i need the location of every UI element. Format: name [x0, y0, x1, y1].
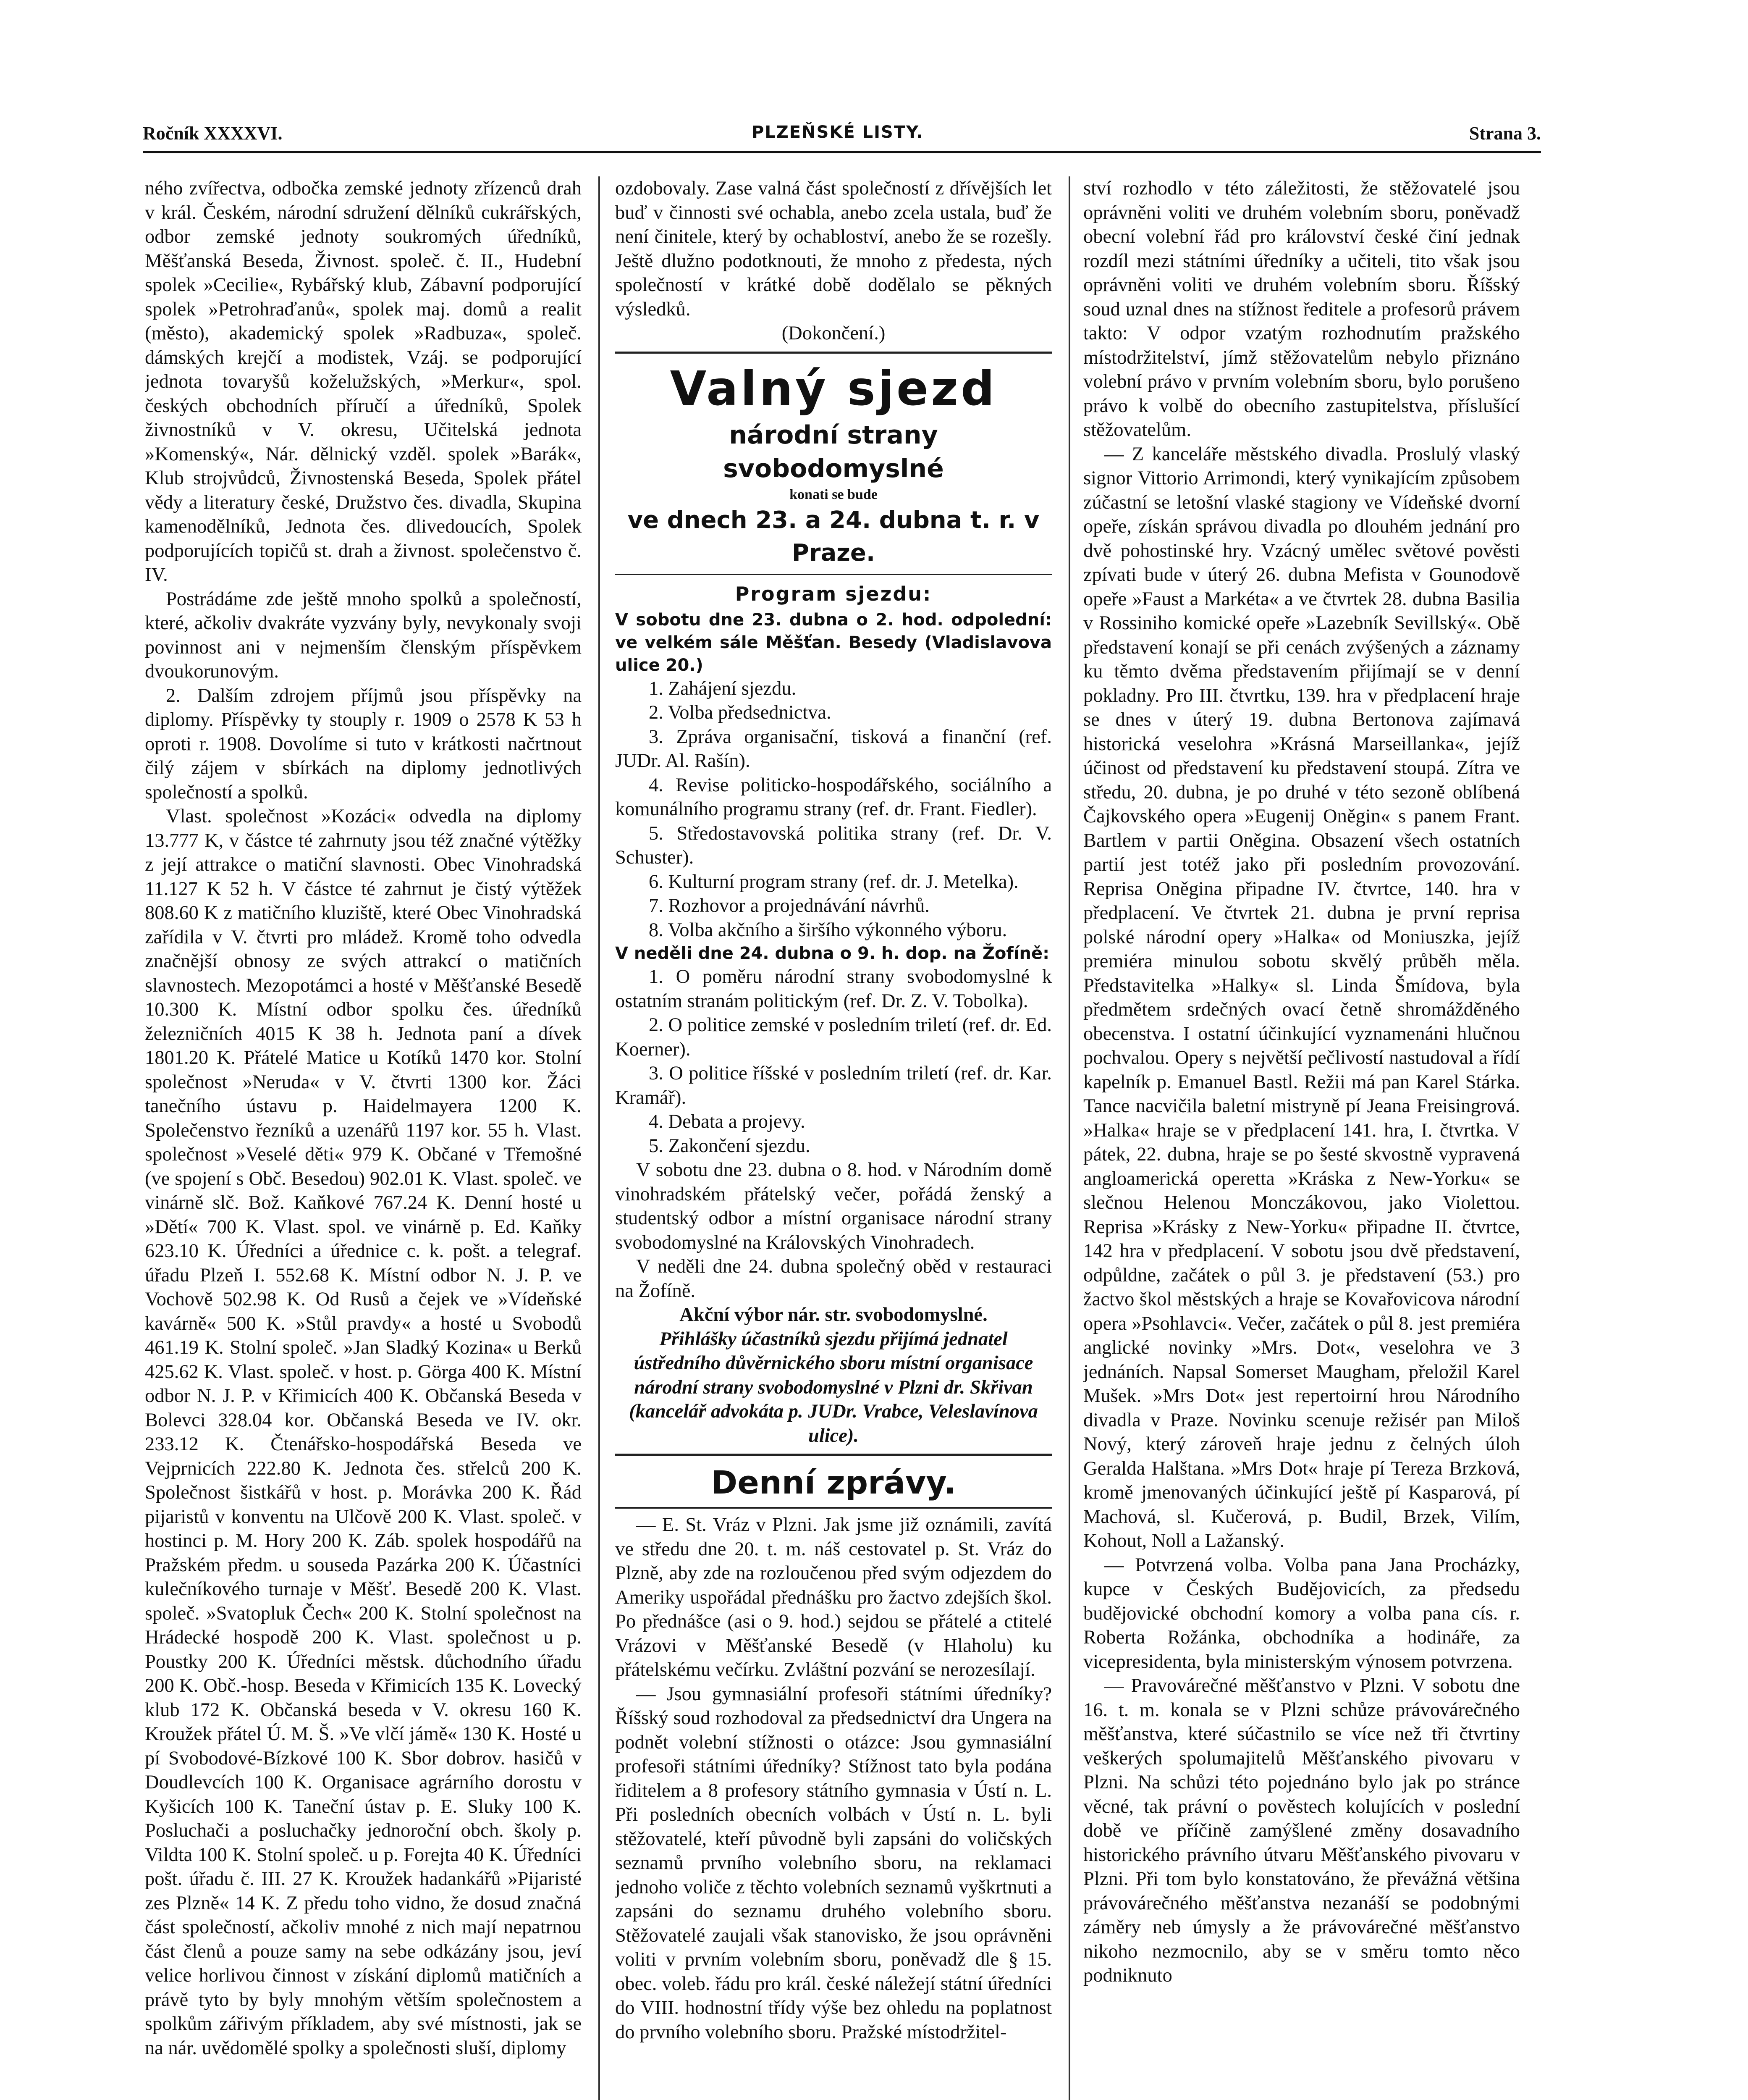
program-item: 8. Volba akčního a širšího výkonného výboru. [649, 919, 1007, 941]
program-item: 4. Debata a projevy. [649, 1111, 805, 1132]
signoff: Akční výbor nár. str. svobodomyslné. [679, 1304, 988, 1326]
saturday-note: V sobotu dne 23. dubna o 8. hod. v Národním domě vinohradském přátelský večer, pořádá ženský a studentský odbor a místní organisace národní strany svobodomyslné na Královských Vinohradech. [615, 1159, 1052, 1253]
program-item: 1. O poměru národní strany svobodomyslné k ostatním stranám politickým (ref. Dr. Z. V. Tobolka). [615, 966, 1052, 1012]
program-item: 6. Kulturní program strany (ref. dr. J. Metelka). [649, 871, 1019, 892]
program-item: 2. Volba předsednictva. [649, 702, 831, 723]
page-header [143, 118, 1541, 153]
column-1 [145, 176, 582, 2100]
paragraph: Postrádáme zde ještě mnoho spolků a společností, které, ačkoliv dvakráte vyzvány byly, nevykonaly svoji povinnost ani v nejmenším členským příspěvkem dvoukorunovým. [145, 588, 582, 682]
column-2 [615, 176, 1052, 2100]
announcement-title: Valný sjezd [670, 361, 997, 416]
paragraph: ozdobovaly. Zase valná část společností z dřívějších let buď v činnosti své ochabla, anebo zcela ustala, buď že není činitele, který by ochabloství, anebo že se rozešly. Ještě dlužno podotknouti, že mnoho z předesta, ných společností v krátké době dodělalo se pěkných výsledků. [615, 178, 1052, 320]
news-item: — Jsou gymnasiální profesoři státními úředníky? Říšský soud rozhodoval za předsednictví dra Ungera na podnět volební stížnosti o otázce: Jsou gymnasiální profesoři státními úředníky? Stížnost tato byla podána řiditelem a 8 profesory státního gymnasia v Ústí n. L. Při posledních obecních volbách v Ústí n. L. byli stěžovatelé, kteří původně byli zapsáni do voličských seznamů prvního volebního sboru, na reklamaci jednoho voliče z těchto volebních seznamů vyškrtnuti a zapsáni do seznamu druhého volebního sboru. Stěžovatelé zaujali však stanovisko, že jsou oprávněni voliti v prvním volebním sboru, poněvadž dle § 15. obec. voleb. řádu pro král. české náležejí státní úředníci do VIII. hodnostní třídy výše bez ohledu na poplatnost do prvního volebního sboru. Pražské místodržitel- [615, 1683, 1052, 2043]
column-3 [1083, 176, 1520, 2100]
program-title: Program sjezdu: [735, 582, 932, 605]
news-item: — E. St. Vráz v Plzni. Jak jsme již oznámili, zavítá ve středu dne 20. t. m. náš cestovatel p. St. Vráz do Plzně, aby zde na rozloučenou před svým odjezdem do Ameriky uspořádal přednášku pro žactvo zdejších škol. Po přednášce (asi o 9. hod.) sejdou se přátelé a ctitelé Vrázovi v Měšťanské Besedě (v Hlaholu) ku přátelskému večírku. Zvláštní pozvání se nerozesílají. [615, 1514, 1052, 1680]
announcement-subtitle: národní strany svobodomyslné [723, 420, 944, 483]
sunday-note: V neděli dne 24. dubna společný oběd v restauraci na Žofíně. [615, 1256, 1052, 1302]
paragraph: ství rozhodlo v této záležitosti, že stěžovatelé jsou oprávněni voliti ve druhém volebním sboru, poněvadž obecní volební řád pro království české činí jednak rozdíl mezi státními úředníky a učiteli, tito však jsou oprávněni voliti ve druhém volebním sboru. Říšský soud uznal dnes na stížnost ředitele a profesorů právem takto: V odpor vzatým rozhodnutím pražského místodržitelství, jímž stěžovatelům nebylo přiznáno volební právo v prvním volebním sboru, bylo porušeno právo k volbě do obecního zastupitelstva, příslušící stěžovatelům. [1083, 178, 1520, 441]
column-divider [598, 176, 600, 2100]
program-item: 4. Revise politicko-hospodářského, sociálního a komunálního programu strany (ref. dr. Frant. Fiedler). [615, 774, 1052, 820]
news-item: — Potvrzená volba. Volba pana Jana Procházky, kupce v Českých Budějovicích, za předsedu budějovické obchodní komory a volba pana cís. r. Roberta Rožánka, obchodníka a hodináře, za vicepresidenta, byla ministerským výnosem potvrzena. [1083, 1554, 1520, 1672]
divider [615, 1454, 1052, 1456]
column-divider [1069, 176, 1070, 2100]
program-item: 7. Rozhovor a projednávání návrhů. [649, 895, 930, 916]
announcement-dates: ve dnech 23. a 24. dubna t. r. v Praze. [627, 506, 1040, 567]
news-item: — Z kanceláře městského divadla. Proslulý vlaský signor Vittorio Arrimondi, který vynikajícím způsobem zúčastní se letošní vlaské stagiony ve Vídeňské dvorní opeře, získán správou divadla po dlouhém jednání pro dvě pohostinské hry. Vzácný umělec světové pověsti zpívati bude v úterý 26. dubna Mefista v Gounodově opeře »Faust a Markéta« a ve čtvrtek 28. dubna Basilia v Rossiniho komické opeře »Lazebník Sevillský«. Obě představení konají se při cenách zvýšených a záznamy ku těmto dvěma představením přijímají se v denní pokladny. Pro III. čtvrtku, 139. hra v předplacení hraje se dnes v úterý 19. dubna Bertonova zajímavá historická veselohra »Krásná Marseillanka«, jejíž účinost od představení ku představení stoupá. Zítra ve středu, 20. dubna, je po druhé v této sezoně oblíbená Čajkovského opera »Eugenij Oněgin« s panem Frant. Bartlem v partii Oněgina. Obsazení všech ostatních partií jest totéž jako při posledním provozování. Reprisa Oněgina připadne IV. čtvrtce, 140. hra v předplacení. Ve čtvrtek 21. dubna je první reprisa polské národní opery »Halka« od Moniuszka, jejíž premiéra minulou sobotu skvělý průběh měla. Představitelka »Halky« sl. Linda Šmídova, byla předmětem srdečných ovací četně shromážděného obecenstva. I ostatní účinkující vyznamenáni hlučnou pochvalou. Opery s největší pečlivostí nastudoval a řídí kapelník p. Emanuel Bastl. Režii má pan Karel Stárka. Tance nacvičila baletní mistryně pí Jeana Freisingrová. »Halka« hraje se v předplacení 141. hra, I. čtvrtka. V pátek, 22. dubna, hraje se po šesté skvostně vypravená angloamerická operetta »Kráska z New-Yorku« se slečnou Helenou Monczákovou, jako Violettou. Reprisa »Krásky z New-Yorku« připadne II. čtvrtce, 142 hra v předplacení. V sobotu jsou dvě představení, odpůldne, začátek o půl 3. je představení (53.) pro žactvo škol městských a hraje se Kovařovicova národní opera »Psohlavci«. Večer, začátek o půl 8. jest premiéra anglické novinky »Mrs. Dot«, veselohra ve 3 jednáních. Napsal Somerset Maugham, přeložil Karel Mušek. »Mrs Dot« jest repertoirní hrou Národního divadla v Praze. Novinku scenuje režisér pan Miloš Nový, který zároveň hraje jednu z čelných úloh Geralda Halštana. »Mrs Dot« hraje pí Tereza Brzková, kromě jmenovaných účinkující ještě pí Kasparová, pí Machová, sl. Kučerová, p. Budil, Brzek, Vilím, Kohout, Noll a Lažanský. [1083, 443, 1520, 1551]
continued-note: (Dokončení.) [781, 323, 886, 344]
program-item: 5. Středostavovská politika strany (ref. Dr. V. Schuster). [615, 822, 1052, 868]
announcement-konati: konati se bude [789, 486, 878, 502]
session-sunday: V neděli dne 24. dubna o 9. h. dop. na Žofíně: [615, 944, 1050, 963]
session-saturday: V sobotu dne 23. dubna o 2. hod. odpolední: ve velkém sále Měšťan. Besedy (Vladislavova ulice 20.) [615, 610, 1052, 675]
program-item: 3. Zpráva organisační, tisková a finanční (ref. JUDr. Al. Rašín). [615, 726, 1052, 772]
volume-label: Ročník XXXXVI. [143, 123, 283, 144]
news-section-title: Denní zprávy. [615, 1462, 1052, 1509]
congress-announcement [615, 360, 1052, 1448]
page-number: Strana 3. [1469, 123, 1541, 144]
program-item: 5. Zakončení sjezdu. [649, 1135, 810, 1157]
program-item: 2. O politice zemské v posledním triletí (ref. dr. Ed. Koerner). [615, 1014, 1052, 1060]
divider [615, 574, 1052, 575]
news-item: — Pravovárečné měšťanstvo v Plzni. V sobotu dne 16. t. m. konala se v Plzni schůze právovárečného měšťanstva, které súčastnilo se více než tři čtvrtiny veškerých spolumajitelů Měšťanského pivovaru v Plzni. Na schůzi této pojednáno bylo jak po stránce věcné, tak právní o pověstech kolujících v poslední době ve příčině zamýšlené změny dosavadního historického právního útvaru Měšťanského pivovaru v Plzni. Při tom bylo konstatováno, že převážná většina právovárečného měšťanstva nezanáší se podobnými záměry neb úmysly a že právovárečné měšťanstvo nikoho nezmocnilo, aby se v směru tomto něco podniknuto [1083, 1675, 1520, 1986]
program-item: 1. Zahájení sjezdu. [649, 677, 797, 699]
divider [615, 352, 1052, 354]
paragraph: Vlast. společnost »Kozáci« odvedla na diplomy 13.777 K, v částce té zahrnuty jsou též značné výtěžky z její attrakce o matiční slavnosti. Obec Vinohradská 11.127 K 52 h. V částce té zahrnut je čistý výtěžek 808.60 K z matičního kluziště, které Obec Vinohradská zařídila v V. čtvrti pro mládež. Kromě toho odvedla značnější obnosy ze svých attrakcí o matičních slavnostech. Mezopotámci a hosté v Měšťanské Besedě 10.300 K. Místní odbor spolku čes. úředníků železničních 4015 K 38 h. Jednota paní a dívek 1801.20 K. Přátelé Matice u Kotíků 1470 kor. Stolní společnost »Neruda« v V. čtvrti 1300 kor. Žáci tanečního ústavu p. Haidelmayera 1200 K. Společenstvo řezníků a uzenářů 1197 kor. 55 h. Vlast. společnost »Veselé děti« 979 K. Občané v Třemošné (ve spojení s Obč. Besedou) 902.01 K. Vlast. společ. ve vinárně slč. Bož. Kaňkové 767.24 K. Denní hosté u »Dětí« 700 K. Vlast. spol. ve vinárně p. Ed. Kaňky 623.10 K. Úředníci a úřednice c. k. pošt. a telegraf. úřadu Plzeň I. 552.68 K. Místní odbor N. J. P. ve Vochově 502.98 K. Od Rusů a čejek ve »Vídeňské kavárně« 500 K. »Stůl pravdy« a hosté u Svobodů 461.19 K. Stolní společ. »Jan Sladký Kozina« u Berků 425.62 K. Vlast. společ. v host. p. Görga 400 K. Místní odbor N. J. P. v Křimicích 400 K. Občanská Beseda v Bolevci 328.04 kor. Občanská Beseda ve IV. okr. 233.12 K. Čtenářsko-hospodářská Beseda ve Vejprnicích 222.80 K. Jednota čes. střelců 200 K. Společnost šistkářů v host. p. Morávka 200 K. Řád pijaristů v konventu na Ulčově 200 K. Vlast. společ. v hostinci p. M. Hory 200 K. Záb. spolek hospodářů na Pražském předm. u souseda Pazárka 200 K. Účastníci kulečníkového turnaje v Měšť. Besedě 200 K. Vlast. společ. »Svatopluk Čech« 200 K. Stolní společnost na Hrádecké hospodě 200 K. Vlast. společnost u p. Poustky 200 K. Úředníci městsk. důchodního úřadu 200 K. Obč.-hosp. Beseda v Křimicích 135 K. Lovecký klub 172 K. Občanská beseda v V. okresu 160 K. Kroužek přátel Ú. M. Š. »Ve vlčí jámě« 130 K. Hosté u pí Svobodové-Bízkové 100 K. Sbor dobrov. hasičů v Doudlevcích 100 K. Organisace agrárního dorostu v Kyšicích 100 K. Taneční ústav p. E. Sluky 100 K. Posluchači a posluchačky jednoroční obch. školy p. Vildta 100 K. Stolní společ. u p. Forejta 40 K. Úředníci pošt. úřadu č. III. 27 K. Kroužek hadankářů »Pijaristé zes Plzně« 14 K. Z předu toho vidno, že dosud značná část společností, ačkoliv mnohé z nich mají nepatrnou část členů a pouze samy na sebe odkázány jsou, jeví velice horlivou činnost v získání diplomů matičních a právě tyto by byly mnohým větším společnostem a spolkům zářivým příkladem, aby své místnosti, jak se na nár. uvědomělé spolky a společnosti sluší, diplomy [145, 806, 582, 2059]
paragraph: ného zvířectva, odbočka zemské jednoty zřízenců drah v král. Českém, národní sdružení dělníků cukrářských, odbor zemské jednoty soukromých úředníků, Měšťanská Beseda, Živnost. společ. č. II., Hudební spolek »Cecilie«, Rybářský klub, Zábavní podporující spolek »Petrohraďanů«, spolek maj. domů a realit (město), akademický spolek »Radbuza«, společ. dámských krejčí a modistek, Vzáj. se podporující jednota tovaryšů koželužských, »Merkur«, spol. českých obchodních příručí a úředníků, Spolek živnostníků v V. okresu, Učitelská jednota »Komenský«, Nár. dělnický vzděl. spolek »Barák«, Klub strojvůdců, Živnostenská Beseda, Spolek přátel vědy a literatury české, Družstvo čes. divadla, Skupina kamenodělníků, Jednota čes. dlivedoucích, Spolek podporujících topičů st. drah a živnost. společenstvo č. IV. [145, 178, 582, 585]
paragraph: 2. Dalším zdrojem příjmů jsou příspěvky na diplomy. Příspěvky ty stouply r. 1909 o 2578 K 53 h oproti r. 1908. Dovolíme si tuto v krátkosti načrtnout čilý zájem v sbírkách na diplomy jednotlivých společností a spolků. [145, 685, 582, 803]
program-item: 3. O politice říšské v posledním triletí (ref. dr. Kar. Kramář). [615, 1063, 1052, 1108]
newspaper-title: PLZEŇSKÉ LISTY. [752, 123, 924, 142]
registration-note: Přihlášky účastníků sjezdu přijímá jednatel ústředního důvěrnického sboru místní organisace národní strany svobodomyslné v Plzni dr. Skřivan (kancelář advokáta p. JUDr. Vrabce, Veleslavínova ulice). [629, 1328, 1038, 1446]
